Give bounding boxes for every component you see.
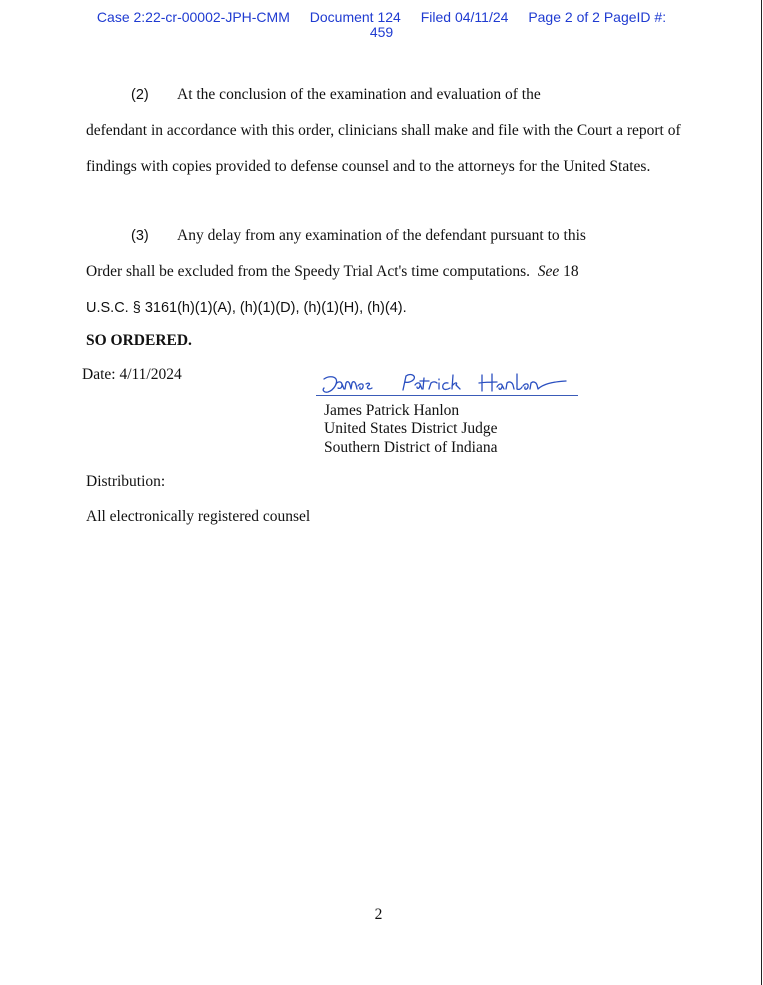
page-edge-border	[761, 0, 762, 985]
judge-signature-block	[324, 402, 498, 457]
paragraph-3-second-line: Order shall be excluded from the Speedy Trial Act's time computations.	[86, 263, 531, 281]
paragraph-2	[86, 77, 686, 184]
paragraph-2-first-line: At the conclusion of the examination and evaluation of the	[177, 86, 541, 103]
judge-name: James Patrick Hanlon	[324, 402, 460, 419]
case-header-line-1	[0, 10, 763, 25]
order-date: Date: 4/11/2024	[82, 366, 182, 383]
paragraph-2-number: (2)	[131, 87, 149, 103]
page-info: Page 2 of 2 PageID #:	[528, 9, 667, 25]
case-number: Case 2:22-cr-00002-JPH-CMM	[96, 9, 290, 25]
paragraph-3	[86, 218, 686, 326]
case-header	[0, 10, 763, 40]
so-ordered: SO ORDERED.	[86, 332, 192, 349]
citation-title-number: 18	[563, 263, 579, 281]
paragraph-2-rest: defendant in accordance with this order, clinicians shall make and file with the Court a report of findings with copies provided to defense counsel and to the attorneys for the United States.	[86, 122, 681, 175]
filed-date: Filed 04/11/24	[420, 9, 509, 25]
paragraph-3-number: (3)	[131, 228, 149, 244]
see-signal: See	[537, 263, 560, 281]
judge-district: Southern District of Indiana	[324, 438, 498, 456]
signature-line	[316, 395, 578, 396]
document-number: Document 124	[309, 9, 401, 25]
paragraph-3-first-line: Any delay from any examination of the defendant pursuant to this	[177, 227, 586, 244]
judge-title: United States District Judge	[324, 420, 498, 438]
handwritten-signature	[316, 370, 580, 398]
distribution-label: Distribution:	[86, 473, 166, 490]
distribution-value: All electronically registered counsel	[86, 508, 311, 525]
page-number: 2	[374, 906, 383, 923]
statute-citation: U.S.C. § 3161(h)(1)(A), (h)(1)(D), (h)(1)(H), (h)(4).	[86, 299, 407, 316]
page-id: 459	[369, 24, 394, 40]
